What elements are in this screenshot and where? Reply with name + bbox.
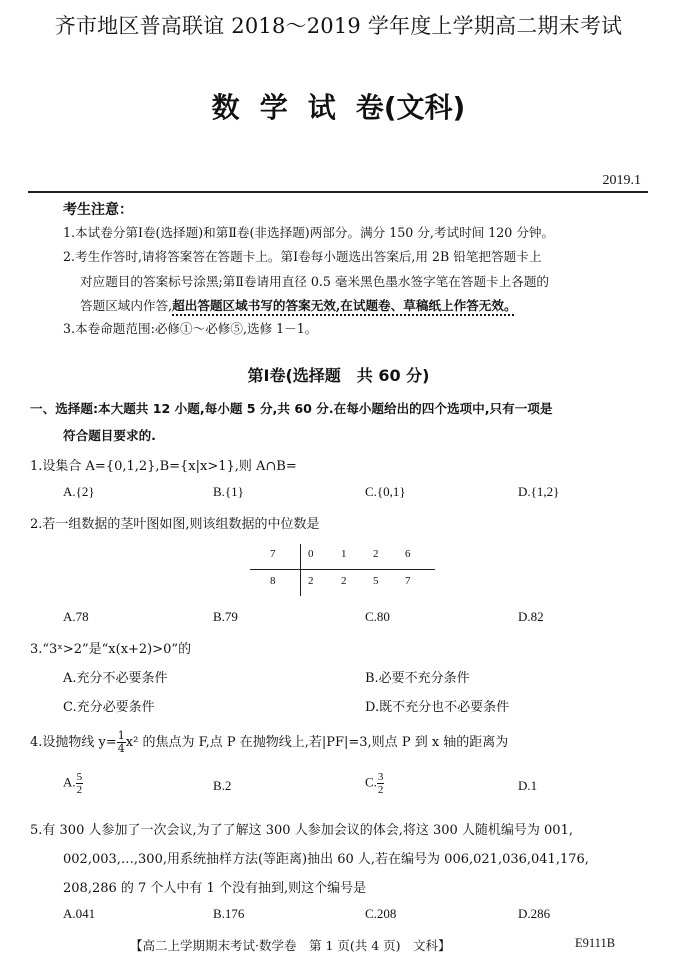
- stem-leaf-cell: 8: [270, 575, 276, 587]
- title-char-1: 数: [211, 91, 240, 124]
- title-char-2: 学: [259, 91, 288, 124]
- section-instruction-line-1: 一、选择题:本大题共 12 小题,每小题 5 分,共 60 分.在每小题给出的四个选项中,只有一项是: [30, 401, 553, 416]
- question-2-option-d: D.82: [518, 609, 544, 624]
- question-1-option-c: C.{0,1}: [365, 484, 406, 499]
- header-rule: [28, 191, 648, 193]
- question-1-option-d: D.{1,2}: [518, 484, 560, 499]
- stem-leaf-cell: 7: [270, 548, 276, 560]
- question-4-option-c: [365, 771, 384, 796]
- question-4-option-a-denominator: 2: [76, 784, 83, 796]
- question-3-option-a: A.充分不必要条件: [63, 671, 168, 686]
- question-4-stem-part-1: 4.设抛物线 y=: [30, 735, 117, 750]
- page-title: [0, 86, 677, 126]
- question-5-option-a: A.041: [63, 906, 96, 921]
- question-5-stem-line-1: 5.有 300 人参加了一次会议,为了了解这 300 人参加会议的体会,将这 300 人随机编号为 001,: [30, 823, 573, 838]
- question-5-stem-line-3: 208,286 的 7 个人中有 1 个没有抽到,则这个编号是: [63, 881, 367, 896]
- question-1-stem: 1.设集合 A={0,1,2},B={x|x>1},则 A∩B=: [30, 459, 297, 474]
- question-4-option-a-label: A.: [63, 774, 76, 790]
- question-4-fraction-denominator: 4: [117, 742, 125, 755]
- exam-header: 齐市地区普高联谊 2018～2019 学年度上学期高二期末考试: [54, 14, 623, 38]
- stem-leaf-cell: 5: [373, 575, 379, 587]
- question-5-option-d: D.286: [518, 906, 551, 921]
- footer-code: E9111B: [575, 936, 616, 950]
- question-3-option-c: C.充分必要条件: [63, 700, 155, 715]
- notice-item-2-line-3-normal: 答题区域内作答,: [80, 298, 173, 313]
- question-2-stem: 2.若一组数据的茎叶图如图,则该组数据的中位数是: [30, 517, 320, 532]
- question-1-option-a: A.{2}: [63, 484, 95, 499]
- notice-item-3: 3.本卷命题范围:必修①～必修⑤,选修 1－1。: [63, 321, 318, 336]
- question-4-option-c-label: C.: [365, 774, 377, 790]
- question-4-fraction-numerator: 1: [117, 729, 125, 742]
- stem-leaf-cell: 0: [308, 548, 314, 560]
- notice-title: 考生注意：: [63, 202, 133, 218]
- question-4-option-c-denominator: 2: [377, 784, 384, 796]
- stem-leaf-cell: 2: [373, 548, 379, 560]
- question-5-stem-line-2: 002,003,…,300,用系统抽样方法(等距离)抽出 60 人,若在编号为 006,021,036,041,176,: [63, 852, 589, 867]
- question-1-option-b: B.{1}: [213, 484, 244, 499]
- question-4-option-a-fraction: [76, 771, 84, 796]
- notice-item-2-line-3: [80, 295, 517, 314]
- stem-leaf-cell: 2: [308, 575, 314, 587]
- stem-leaf-cell: 7: [405, 575, 411, 587]
- notice-item-2-line-2: 对应题目的答案标号涂黑;第Ⅱ卷请用直径 0.5 毫米黑色墨水签字笔在答题卡上各题的: [80, 274, 550, 289]
- question-2-option-b: B.79: [213, 609, 238, 624]
- stem-leaf-cell: 1: [341, 548, 347, 560]
- title-char-4: 卷(文科): [355, 91, 466, 124]
- stem-leaf-cell: 6: [405, 548, 411, 560]
- exam-date: 2019.1: [602, 173, 641, 188]
- notice-item-2-line-1: 2.考生作答时,请将答案答在答题卡上。第Ⅰ卷每小题选出答案后,用 2B 铅笔把答题卡上: [63, 249, 542, 264]
- question-4-fraction: [117, 730, 126, 755]
- question-4-option-a: [63, 771, 83, 796]
- question-2-option-a: A.78: [63, 609, 89, 624]
- footer-text: 【高二上学期期末考试·数学卷 第 1 页(共 4 页) 文科】: [130, 938, 451, 953]
- section-instruction-line-2: 符合题目要求的.: [63, 428, 156, 443]
- question-3-option-d: D.既不充分也不必要条件: [365, 700, 510, 715]
- question-3-stem: 3.“3ˣ>2”是“x(x+2)>0”的: [30, 642, 192, 657]
- question-4-option-a-numerator: 5: [76, 771, 83, 783]
- stem-leaf-plot: [250, 542, 435, 600]
- stem-leaf-cell: 2: [341, 575, 347, 587]
- stem-leaf-horizontal-rule: [250, 569, 435, 570]
- question-4-option-b: B.2: [213, 778, 232, 793]
- title-char-3: 试: [307, 91, 336, 124]
- question-4-stem: [30, 730, 508, 755]
- question-4-stem-part-2: x² 的焦点为 F,点 P 在抛物线上,若|PF|=3,则点 P 到 x 轴的距离为: [125, 735, 509, 750]
- question-5-option-b: B.176: [213, 906, 245, 921]
- question-4-option-d: D.1: [518, 778, 538, 793]
- question-4-option-c-numerator: 3: [377, 771, 384, 783]
- notice-emphasis: 超出答题区域书写的答案无效,在试题卷、草稿纸上作答无效。: [172, 298, 517, 313]
- question-2-option-c: C.80: [365, 609, 390, 624]
- question-3-option-b: B.必要不充分条件: [365, 671, 470, 686]
- notice-item-1: 1.本试卷分第Ⅰ卷(选择题)和第Ⅱ卷(非选择题)两部分。满分 150 分,考试时间 120 分钟。: [63, 225, 555, 240]
- stem-leaf-vertical-rule: [300, 544, 301, 596]
- section-title: 第Ⅰ卷(选择题 共 60 分): [247, 366, 430, 385]
- question-5-option-c: C.208: [365, 906, 397, 921]
- question-4-option-c-fraction: [377, 771, 385, 796]
